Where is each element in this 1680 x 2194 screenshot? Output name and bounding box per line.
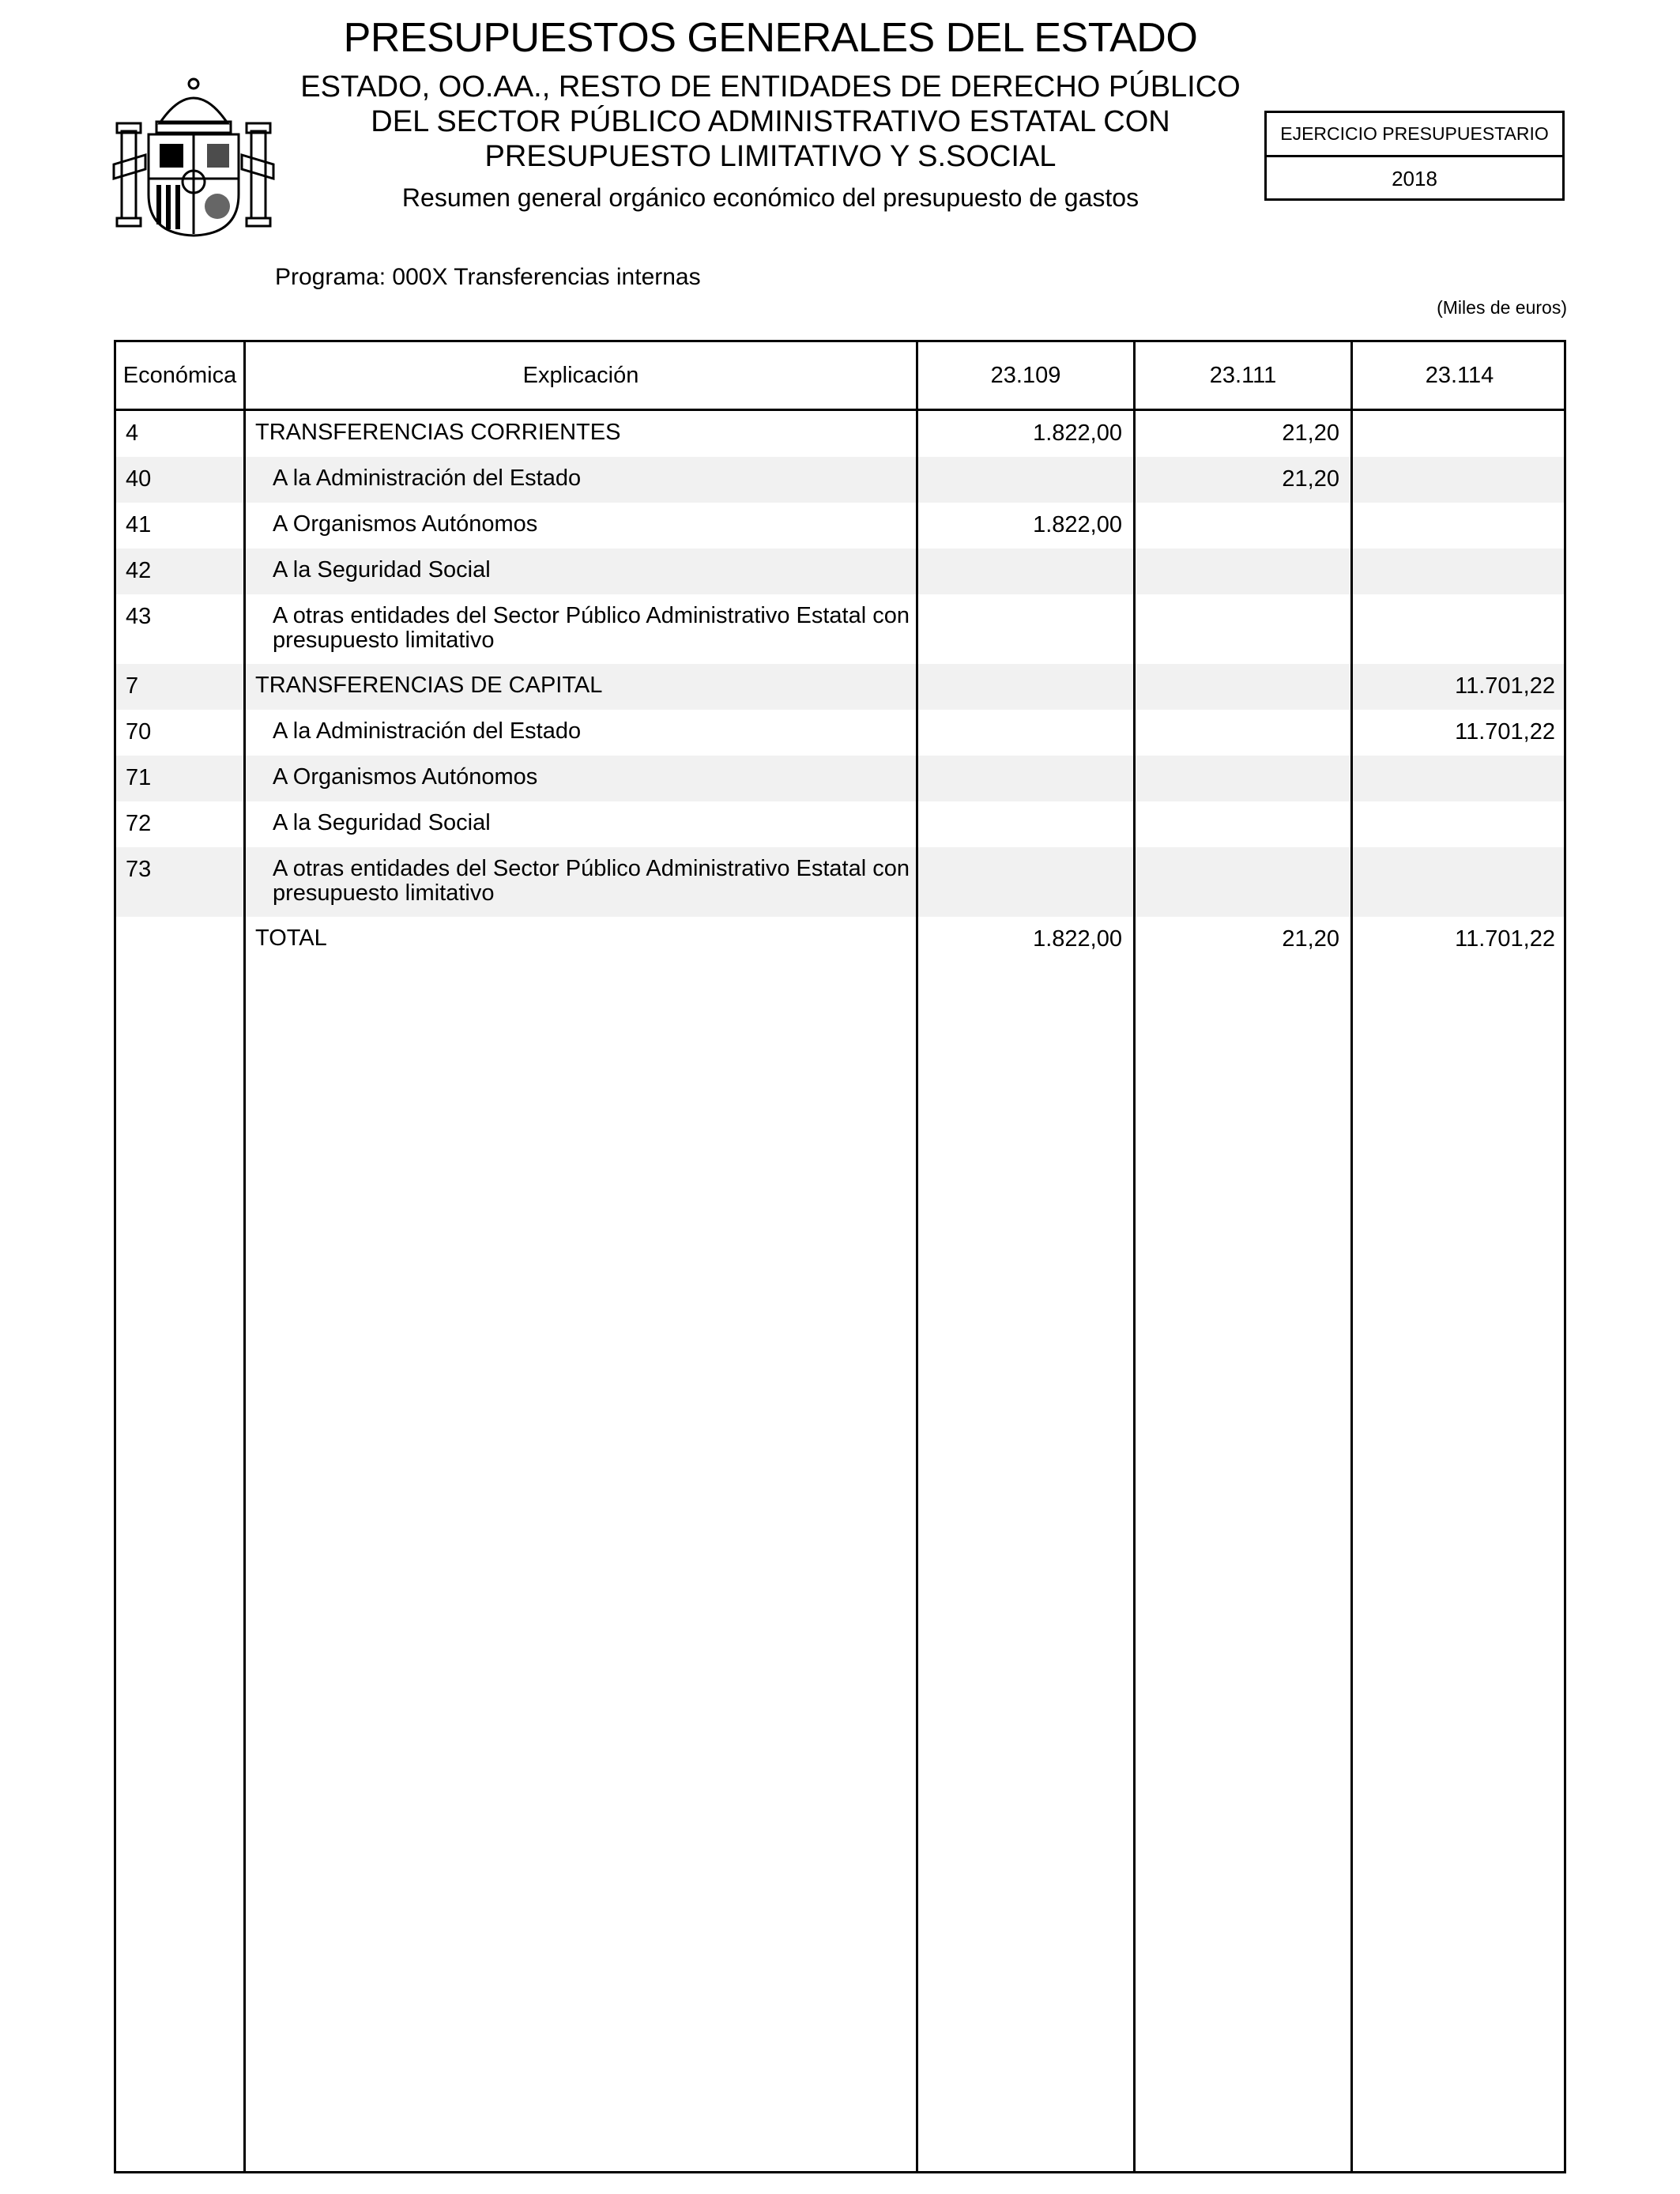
cell-value: 21,20	[1282, 420, 1339, 446]
cell-code: 71	[126, 765, 152, 790]
cell-code: 43	[126, 604, 152, 629]
cell-value	[1136, 594, 1350, 664]
cell-value	[1136, 710, 1350, 756]
column-header-23111: 23.111	[1209, 362, 1277, 388]
cell-value	[1136, 801, 1350, 847]
column-divider	[1133, 342, 1136, 2171]
table-row-total	[116, 917, 1564, 963]
cell-value	[918, 548, 1133, 594]
cell-text: A la Seguridad Social	[273, 810, 491, 835]
cell-text: A otras entidades del Sector Público Administrativo Estatal con presupuesto limitativo	[273, 856, 910, 906]
cell-value	[918, 664, 1133, 710]
cell-text: TRANSFERENCIAS CORRIENTES	[255, 420, 621, 445]
table-row	[116, 664, 1564, 710]
cell-text: A otras entidades del Sector Público Administrativo Estatal con presupuesto limitativo	[273, 603, 910, 653]
cell-value	[1136, 664, 1350, 710]
cell-value: 1.822,00	[1033, 926, 1122, 952]
cell-value: 11.701,22	[1455, 926, 1555, 952]
column-header-23109: 23.109	[990, 362, 1061, 388]
cell-code	[116, 917, 243, 963]
cell-value	[1353, 594, 1566, 664]
budget-table	[114, 340, 1566, 2173]
cell-value	[1353, 457, 1566, 503]
subtitle-line: ESTADO, OO.AA., RESTO DE ENTIDADES DE DERECHO PÚBLICO	[300, 70, 1241, 104]
column-divider	[243, 342, 246, 2171]
cell-text: A la Seguridad Social	[273, 557, 491, 582]
cell-code: 70	[126, 719, 152, 745]
cell-value	[1136, 847, 1350, 917]
cell-code: 73	[126, 857, 152, 882]
cell-text: A la Administración del Estado	[273, 718, 582, 744]
table-row	[116, 411, 1564, 457]
ejercicio-year: 2018	[1392, 167, 1437, 190]
cell-value	[918, 710, 1133, 756]
cell-value	[1353, 503, 1566, 548]
cell-value: 11.701,22	[1455, 673, 1555, 699]
units-label: (Miles de euros)	[1437, 297, 1567, 318]
column-divider	[1350, 342, 1353, 2171]
page-title: PRESUPUESTOS GENERALES DEL ESTADO	[343, 15, 1198, 61]
cell-text: A la Administración del Estado	[273, 466, 582, 491]
cell-code: 4	[126, 420, 139, 446]
table-row	[116, 503, 1564, 548]
cell-value: 1.822,00	[1033, 420, 1122, 446]
table-body	[116, 411, 1564, 963]
ejercicio-box	[1264, 111, 1565, 201]
table-row	[116, 594, 1564, 664]
cell-value: 11.701,22	[1455, 719, 1555, 745]
cell-code: 40	[126, 466, 152, 492]
cell-text: TOTAL	[255, 925, 327, 951]
ejercicio-label: EJERCICIO PRESUPUESTARIO	[1267, 113, 1562, 157]
cell-value: 21,20	[1282, 926, 1339, 952]
table-row	[116, 548, 1564, 594]
cell-value	[1353, 756, 1566, 801]
cell-code: 42	[126, 558, 152, 583]
cell-value	[1136, 756, 1350, 801]
table-row	[116, 847, 1564, 917]
subtitle-line: DEL SECTOR PÚBLICO ADMINISTRATIVO ESTATAL CON	[371, 105, 1170, 138]
cell-text: A Organismos Autónomos	[273, 511, 538, 537]
table-row	[116, 801, 1564, 847]
table-row	[116, 457, 1564, 503]
column-header-economica: Económica	[122, 362, 237, 388]
cell-value	[918, 594, 1133, 664]
cell-value: 21,20	[1282, 466, 1339, 492]
column-divider	[916, 342, 918, 2171]
subtitle-line: PRESUPUESTO LIMITATIVO Y S.SOCIAL	[484, 140, 1057, 173]
table-row	[116, 756, 1564, 801]
cell-value	[1353, 411, 1566, 457]
cell-value	[1136, 548, 1350, 594]
cell-value: 1.822,00	[1033, 512, 1122, 537]
column-header-23114: 23.114	[1425, 362, 1494, 388]
cell-value	[918, 457, 1133, 503]
cell-code: 41	[126, 512, 152, 537]
cell-value	[1353, 548, 1566, 594]
cell-text: TRANSFERENCIAS DE CAPITAL	[255, 673, 603, 698]
table-row	[116, 710, 1564, 756]
cell-value	[1353, 801, 1566, 847]
cell-code: 72	[126, 811, 152, 836]
report-name: Resumen general orgánico económico del presupuesto de gastos	[401, 183, 1139, 212]
cell-code: 7	[126, 673, 139, 699]
column-header-explicacion: Explicación	[522, 362, 639, 388]
cell-value	[1136, 503, 1350, 548]
cell-value	[918, 847, 1133, 917]
cell-value	[1353, 847, 1566, 917]
cell-text: A Organismos Autónomos	[273, 764, 538, 790]
cell-value	[918, 801, 1133, 847]
programa-label: Programa: 000X Transferencias internas	[275, 264, 701, 290]
cell-value	[918, 756, 1133, 801]
